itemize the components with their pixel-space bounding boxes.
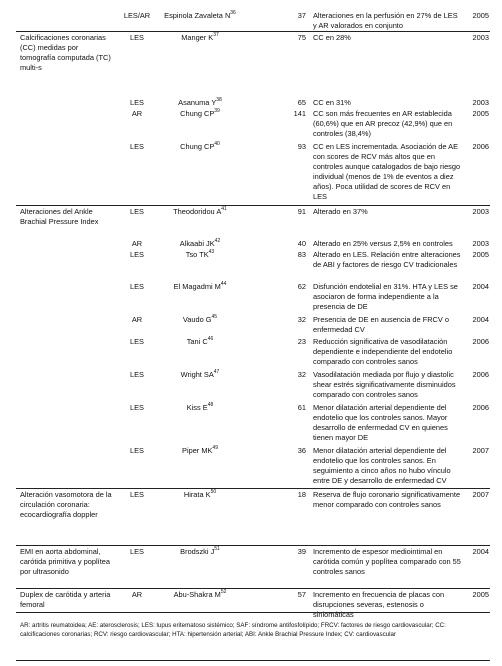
disease-cell: LES (130, 282, 144, 291)
author-cell (130, 490, 270, 500)
disease-cell: LES (130, 142, 144, 151)
author-name: Piper MK (182, 446, 213, 455)
year-cell: 2006 (472, 403, 489, 412)
reference-number: 44 (220, 281, 227, 287)
sample-size-cell: 141 (293, 109, 306, 118)
result-cell: Menor dilatación arterial dependiente del endotelio que los controles sanos. Mayor desarrollo de enfermedad CV en quienes tienen mayor DE (313, 403, 448, 442)
year-cell: 2006 (472, 370, 489, 379)
disease-cell: LES (130, 250, 144, 259)
author-cell (130, 98, 270, 108)
author-name: Asanuma Y (178, 98, 217, 107)
result-cell: Alterado en LES. Relación entre alteraciones de ABI y factores de riesgo CV tradicionales (313, 250, 461, 269)
footnote-bottom-rule (16, 660, 490, 661)
reference-number: 47 (213, 369, 220, 375)
year-cell: 2006 (472, 142, 489, 151)
author-name: Vaudo G (182, 315, 212, 324)
reference-number: 38 (216, 97, 222, 103)
year-cell: 2004 (472, 282, 489, 291)
disease-cell: LES (130, 370, 144, 379)
study-category: Duplex de carótida y arteria femoral (20, 590, 111, 609)
year-cell: 2005 (472, 590, 489, 599)
result-cell: Alteraciones en la perfusión en 27% de LES y AR valorados en conjunto (313, 11, 458, 30)
result-cell: Reserva de flujo coronario significativamente menor comparado con controles sanos (313, 490, 461, 509)
disease-cell: LES (130, 547, 144, 556)
author-cell (130, 207, 270, 217)
author-name: El Magadmi M (173, 282, 221, 291)
result-cell: Alterado en 25% versus 2,5% en controles (313, 239, 453, 248)
result-cell: Alterado en 37% (313, 207, 368, 216)
year-cell: 2006 (472, 337, 489, 346)
table-footnote: AR: artritis reumatoidea; AE: aterosclerosis; LES: lupus eritematoso sistémico; SAF: síndrome antifosfolípido; FRCV: factores de riesgo cardiovascular; CC: calcificaciones coronarias; RCV: riesgo cardiovascular; HTA: hipertensión arterial; ABI: Ankle Brachial Pressure Index; CV: cardiovascular (20, 622, 446, 638)
author-name: Tso TK (185, 250, 209, 259)
reference-number: 48 (207, 402, 214, 408)
author-cell (130, 142, 270, 152)
author-name: Hirata K (183, 490, 211, 499)
author-cell (130, 33, 270, 43)
author-name: Brodszki J (180, 547, 215, 556)
author-cell (130, 315, 270, 325)
result-cell: Menor dilatación arterial dependiente del endotelio que los controles sanos. En seguimiento a cinco años no hubo vínculo entre DE y desarrollo de enfermedad CV (313, 446, 451, 485)
author-name: Kiss E (186, 403, 208, 412)
disease-cell: LES (130, 337, 144, 346)
disease-cell: LES (130, 403, 144, 412)
result-cell: CC en 28% (313, 33, 351, 42)
reference-number: 43 (208, 249, 215, 255)
sample-size-cell: 39 (297, 547, 306, 556)
year-cell: 2005 (472, 11, 489, 20)
author-name: Manger K (181, 33, 214, 42)
result-cell: CC en LES incrementada. Asociación de AE con scores de RCV más altos que en controles aunque catalogados de bajo riesgo individual (menos de 1% de eventos a diez años). Poca utilidad de scores de RCV en LES (313, 142, 461, 201)
author-name: Espinola Zavaleta N (164, 11, 231, 20)
result-cell: Disfunción endotelial en 31%. HTA y LES se asociaron de forma independiente a la presencia de DE (313, 282, 458, 311)
author-cell (130, 282, 270, 292)
author-cell (130, 446, 270, 456)
author-cell (130, 403, 270, 413)
year-cell: 2003 (472, 33, 489, 42)
reference-number: 39 (214, 108, 220, 114)
result-cell: Incremento en frecuencia de placas con disrupciones severas, estenosis o sinlomáticas (313, 590, 445, 619)
reference-number: 51 (214, 546, 220, 552)
year-cell: 2007 (472, 446, 489, 455)
disease-cell: AR (131, 239, 143, 248)
author-name: Tani C (186, 337, 208, 346)
reference-number: 42 (214, 238, 221, 244)
sample-size-cell: 32 (297, 315, 306, 324)
row-divider (16, 545, 490, 546)
result-cell: Presencia de DE en ausencia de FRCV o enfermedad CV (313, 315, 449, 334)
sample-size-cell: 57 (297, 590, 306, 599)
disease-cell: LES (130, 490, 144, 499)
sample-size-cell: 75 (297, 33, 306, 42)
year-cell: 2007 (472, 490, 489, 499)
sample-size-cell: 83 (297, 250, 306, 259)
reference-number: 52 (220, 589, 227, 595)
author-cell (130, 11, 270, 21)
year-cell: 2005 (472, 109, 489, 118)
sample-size-cell: 91 (297, 207, 306, 216)
author-cell (130, 590, 270, 600)
sample-size-cell: 40 (297, 239, 306, 248)
study-category: EMI en aorta abdominal, carótida primitiva y poplítea por ultrasonido (20, 547, 110, 576)
disease-cell: LES (130, 33, 144, 42)
reference-number: 37 (213, 32, 219, 38)
author-cell (130, 250, 270, 260)
sample-size-cell: 62 (297, 282, 306, 291)
study-category: Calcificaciones coronarias (CC) medidas por tomografía computada (TC) multi-s (20, 33, 111, 72)
reference-number: 40 (214, 141, 220, 147)
row-divider (16, 31, 490, 32)
author-name: Theodoridou A (173, 207, 222, 216)
row-divider (16, 488, 490, 489)
author-cell (130, 370, 270, 380)
disease-cell: LES (130, 98, 144, 107)
disease-cell: AR (131, 315, 143, 324)
disease-cell: LES/AR (123, 11, 151, 20)
year-cell: 2004 (472, 547, 489, 556)
disease-cell: LES (130, 446, 144, 455)
sample-size-cell: 93 (297, 142, 306, 151)
sample-size-cell: 37 (297, 11, 306, 20)
reference-number: 46 (207, 336, 214, 342)
reference-number: 36 (230, 10, 236, 16)
author-cell (130, 547, 270, 557)
study-category: Alteraciones del Ankle Brachial Pressure Index (20, 207, 99, 226)
disease-cell: LES (130, 207, 144, 216)
reference-number: 49 (212, 445, 218, 451)
sample-size-cell: 36 (297, 446, 306, 455)
result-cell: Incremento de espesor mediointimal en carótida común y poplítea comparado con 55 controles sanos (313, 547, 461, 576)
disease-cell: AR (131, 590, 143, 599)
author-cell (130, 337, 270, 347)
year-cell: 2003 (472, 207, 489, 216)
year-cell: 2003 (472, 98, 489, 107)
author-name: Wright SA (180, 370, 214, 379)
author-name: Chung CP (180, 109, 215, 118)
reference-number: 45 (211, 314, 218, 320)
result-cell: CC en 31% (313, 98, 351, 107)
year-cell: 2005 (472, 250, 489, 259)
sample-size-cell: 65 (297, 98, 306, 107)
study-category: Alteración vasomotora de la circulación coronaria: ecocardiografía doppler (20, 490, 112, 519)
sample-size-cell: 32 (297, 370, 306, 379)
disease-cell: AR (131, 109, 143, 118)
result-cell: Reducción significativa de vasodilatación dependiente e independiente del endotelio comparado con controles sanos (313, 337, 453, 366)
author-cell (130, 239, 270, 249)
reference-number: 41 (221, 206, 227, 212)
sample-size-cell: 61 (297, 403, 306, 412)
author-name: Abu-Shakra M (173, 590, 221, 599)
result-cell: Vasodilatación mediada por flujo y diastolic shear estrés significativamente disminuidos comparado con controles sanos (313, 370, 456, 399)
row-divider (16, 205, 490, 206)
author-name: Alkaabi JK (179, 239, 215, 248)
sample-size-cell: 23 (297, 337, 306, 346)
author-cell (130, 109, 270, 119)
reference-number: 50 (210, 489, 217, 495)
author-name: Chung CP (180, 142, 215, 151)
row-divider (16, 588, 490, 589)
year-cell: 2003 (472, 239, 489, 248)
sample-size-cell: 18 (297, 490, 306, 499)
result-cell: CC son más frecuentes en AR establecida (60,6%) que en AR precoz (42,9%) que en controles (38,4%) (313, 109, 453, 138)
year-cell: 2004 (472, 315, 489, 324)
